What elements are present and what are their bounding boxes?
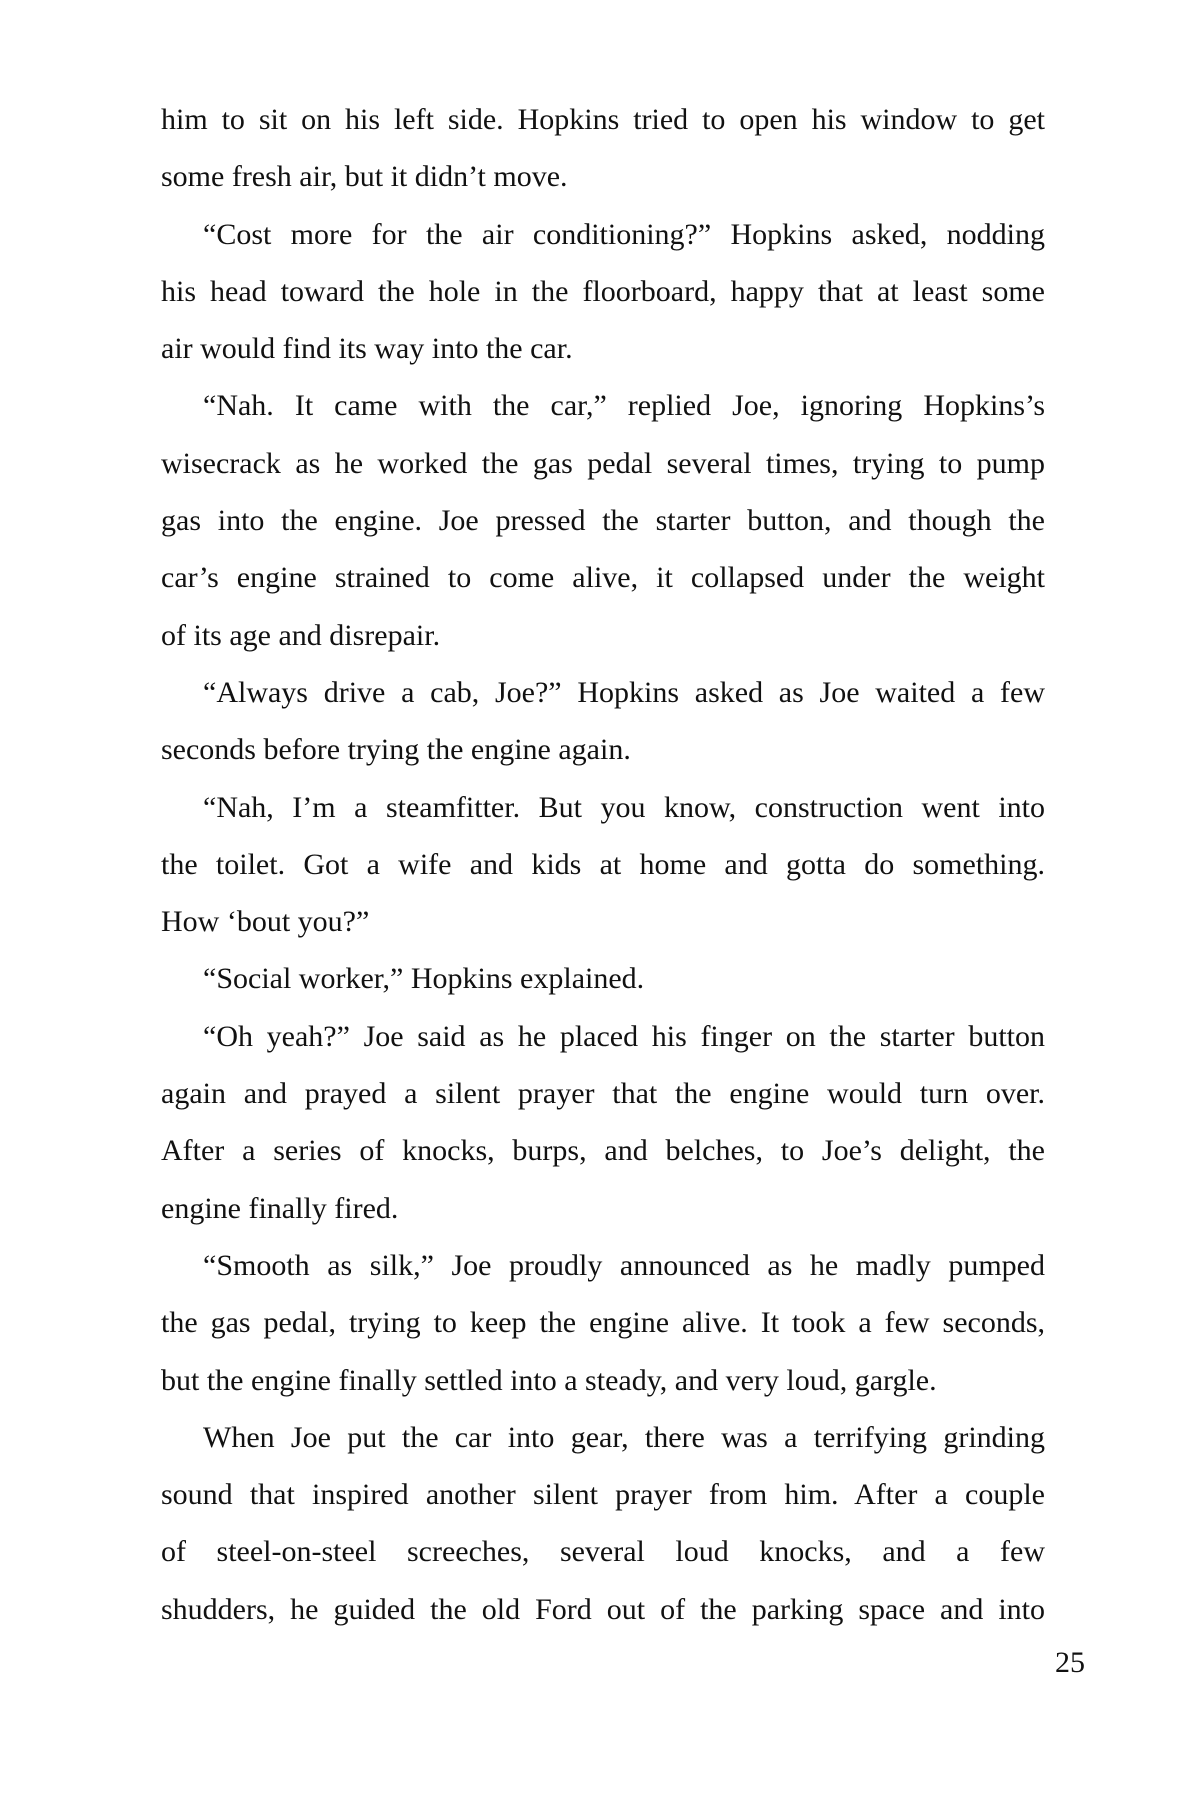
body-text [161,91,1045,1638]
text-line: After a series of knocks, burps, and belches, to Joe’s delight, the [161,1134,1045,1168]
text-line: some fresh air, but it didn’t move. [161,160,568,194]
text-line: the toilet. Got a wife and kids at home and gotta do something. [161,847,1045,881]
text-line: seconds before trying the engine again. [161,733,631,767]
text-line: of steel-on-steel screeches, several loud knocks, and a few [161,1535,1045,1569]
text-line: wisecrack as he worked the gas pedal several times, trying to pump [161,446,1045,480]
text-line: When Joe put the car into gear, there was a terrifying grinding [203,1420,1045,1454]
text-line: “Always drive a cab, Joe?” Hopkins asked as Joe waited a few [203,675,1045,709]
text-line: How ‘bout you?” [161,905,370,939]
page-number: 25 [1055,1646,1085,1679]
text-line: “Nah. It came with the car,” replied Joe, ignoring Hopkins’s [203,389,1045,423]
text-line: engine finally fired. [161,1191,399,1225]
text-line: “Nah, I’m a steamfitter. But you know, construction went into [203,790,1045,824]
text-line: him to sit on his left side. Hopkins tried to open his window to get [161,103,1045,136]
text-line: “Cost more for the air conditioning?” Hopkins asked, nodding [203,217,1045,251]
text-line: “Social worker,” Hopkins explained. [203,962,645,996]
text-line: “Oh yeah?” Joe said as he placed his finger on the starter button [203,1019,1045,1053]
text-line: “Smooth as silk,” Joe proudly announced as he madly pumped [203,1248,1045,1282]
text-line: of its age and disrepair. [161,618,441,652]
text-line: gas into the engine. Joe pressed the starter button, and though the [161,504,1045,538]
text-line: the gas pedal, trying to keep the engine alive. It took a few seconds, [161,1306,1045,1340]
text-line: again and prayed a silent prayer that the engine would turn over. [161,1077,1045,1111]
text-line: sound that inspired another silent prayer from him. After a couple [161,1478,1045,1512]
text-line: car’s engine strained to come alive, it collapsed under the weight [161,561,1045,595]
text-line: shudders, he guided the old Ford out of the parking space and into [161,1592,1045,1626]
text-line: but the engine finally settled into a steady, and very loud, gargle. [161,1363,937,1397]
text-line: his head toward the hole in the floorboard, happy that at least some [161,274,1045,308]
text-line: air would find its way into the car. [161,332,573,366]
